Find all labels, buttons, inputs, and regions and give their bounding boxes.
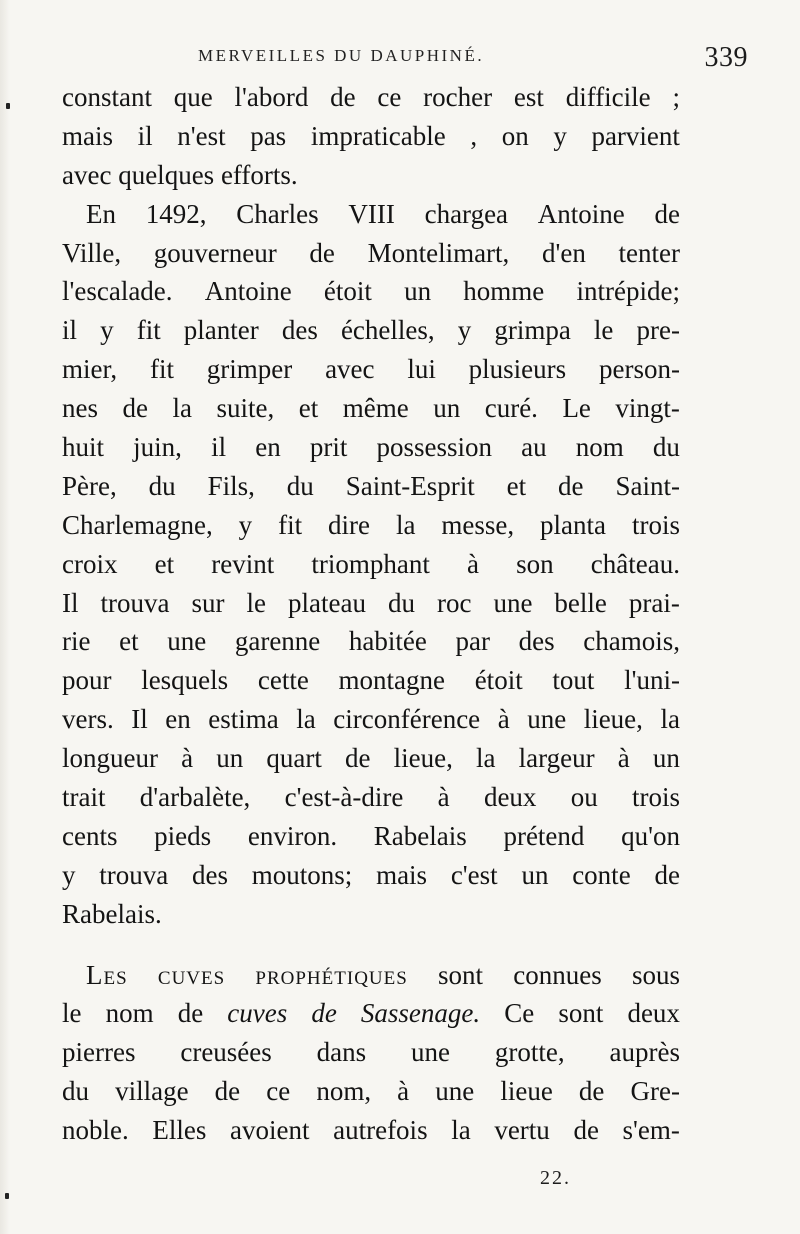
text-line — [62, 622, 680, 661]
word: et — [154, 548, 175, 579]
word: y — [238, 509, 253, 540]
word: la — [296, 704, 316, 735]
word: juin, — [133, 432, 182, 463]
body-text — [62, 78, 680, 1150]
word: dans — [316, 1037, 367, 1068]
word: homme — [463, 276, 545, 307]
word: village — [115, 1076, 189, 1107]
ink-speck — [5, 1193, 9, 1199]
text-line — [62, 1111, 680, 1150]
text-line — [62, 389, 680, 428]
word: et — [298, 393, 319, 424]
word: Gre- — [630, 1076, 680, 1107]
word: chamois, — [583, 626, 680, 657]
word: un — [404, 276, 432, 307]
word: par — [455, 626, 490, 657]
word: planta — [540, 509, 607, 540]
word: connues — [513, 959, 602, 990]
word: d'en — [541, 237, 586, 268]
word: tenter — [618, 237, 680, 268]
word: pieds — [154, 820, 212, 851]
text-line — [62, 156, 680, 195]
word: du — [148, 470, 176, 501]
word: pre- — [636, 315, 680, 346]
word: plusieurs — [468, 354, 567, 385]
word: y — [62, 859, 76, 890]
word: 1492, — [145, 198, 207, 229]
word: de — [311, 998, 337, 1029]
word: trait — [62, 782, 106, 813]
word: nom — [575, 432, 624, 463]
word: curé. — [484, 393, 538, 424]
word: il — [62, 315, 78, 346]
word: le — [62, 998, 82, 1029]
word: quelques — [118, 159, 215, 190]
word: cuves — [227, 998, 288, 1029]
text-line — [62, 545, 680, 584]
word: de — [122, 393, 148, 424]
word: de — [578, 1076, 605, 1107]
word: sur — [191, 587, 225, 618]
word: avec — [325, 354, 375, 385]
word: sous — [631, 959, 680, 990]
word: de — [345, 743, 371, 774]
word: En — [86, 198, 116, 229]
word: grimpa — [494, 315, 571, 346]
text-line — [62, 350, 680, 389]
word: la — [395, 509, 416, 540]
word: au — [521, 432, 547, 463]
word: la — [172, 393, 192, 424]
text-line — [62, 817, 680, 856]
word: messe, — [441, 509, 515, 540]
text-line — [62, 428, 680, 467]
word: Père, — [62, 470, 117, 501]
word: trouva — [100, 587, 170, 618]
word: estima — [208, 704, 279, 735]
word: Fils, — [207, 470, 255, 501]
word: rocher — [423, 82, 493, 112]
word: deux — [483, 782, 537, 813]
word: un — [433, 393, 461, 424]
word: des — [192, 859, 229, 890]
text-line — [62, 195, 680, 234]
text-line — [62, 78, 680, 117]
word: croix — [62, 548, 118, 579]
word: Saint-Esprit — [345, 470, 475, 501]
text-line — [62, 895, 680, 934]
word: cette — [257, 665, 309, 696]
word: nes — [62, 393, 98, 424]
word: une — [411, 1037, 451, 1068]
word: à — [497, 704, 510, 735]
text-line — [62, 1072, 680, 1111]
word: prétend — [503, 820, 585, 851]
word: trouva — [99, 859, 169, 890]
word: échelles, — [340, 315, 435, 346]
word: on — [501, 120, 529, 151]
signature-mark: 22. — [540, 1167, 571, 1189]
word: des — [518, 626, 555, 657]
word: nom, — [316, 1076, 372, 1107]
word: Rabelais — [373, 820, 467, 851]
word: pas — [250, 120, 287, 151]
word: du — [286, 470, 314, 501]
word: étoit — [474, 665, 523, 696]
word: suite, — [216, 393, 275, 424]
word: n'est — [177, 120, 226, 151]
word: le — [246, 587, 266, 618]
word: y — [553, 120, 567, 151]
word: à — [467, 548, 479, 579]
word: planter — [183, 315, 259, 346]
text-line — [62, 739, 680, 778]
text-line — [62, 467, 680, 506]
word: y — [100, 315, 114, 346]
word: Il — [131, 704, 148, 735]
text-line — [62, 994, 680, 1033]
word: cuves — [157, 959, 226, 990]
word: Ville, — [62, 237, 122, 268]
text-line — [62, 778, 680, 817]
word: pour — [62, 665, 112, 696]
word: prit — [309, 432, 348, 463]
word: dire — [328, 509, 370, 540]
word: est — [513, 82, 544, 112]
word: Ce — [504, 998, 535, 1029]
word: lieue, — [583, 704, 643, 735]
word: en — [165, 704, 191, 735]
word: il — [211, 432, 227, 463]
word: de — [330, 82, 356, 112]
word: avec — [62, 159, 112, 190]
word: quart — [266, 743, 322, 774]
word: fit — [136, 315, 161, 346]
word: noble. — [62, 1115, 129, 1146]
word: garenne — [234, 626, 321, 657]
text-line — [62, 584, 680, 623]
word: le — [593, 315, 614, 346]
word: prophétiques — [255, 959, 408, 990]
word: mier, — [62, 354, 118, 385]
word: fit — [149, 354, 174, 385]
word: deux — [627, 998, 680, 1029]
word: à — [437, 782, 450, 813]
word: que — [173, 82, 213, 112]
word: c'est-à-dire — [284, 782, 404, 813]
word: sont — [438, 959, 484, 990]
word: montagne — [338, 665, 446, 696]
word: plateau — [287, 587, 366, 618]
word: à — [617, 743, 630, 774]
word: tout — [552, 665, 595, 696]
word: fit — [278, 509, 303, 540]
text-line — [62, 700, 680, 739]
word: gouverneur — [153, 237, 277, 268]
text-line — [62, 272, 680, 311]
word: ce — [377, 82, 402, 112]
word: vingt- — [615, 393, 680, 424]
text-line — [62, 234, 680, 273]
text-line — [62, 856, 680, 895]
word: Antoine — [537, 198, 625, 229]
text-line — [62, 661, 680, 700]
word: d'arbalète, — [139, 782, 251, 813]
word: une — [493, 587, 533, 618]
ink-speck — [6, 103, 10, 109]
text-line — [62, 117, 680, 156]
word: ou — [570, 782, 598, 813]
word: Saint- — [615, 470, 680, 501]
word: Sassenage. — [360, 998, 481, 1029]
word: triomphant — [311, 548, 430, 579]
word: l'uni- — [624, 665, 680, 696]
word: Montelimart, — [367, 237, 510, 268]
word: vertu — [494, 1115, 550, 1146]
word: la — [451, 1115, 471, 1146]
word: Le — [562, 393, 591, 424]
word: belle — [554, 587, 607, 618]
word: intrépide; — [576, 276, 680, 307]
word: impraticable — [310, 120, 446, 151]
text-line — [62, 956, 680, 995]
word: une — [167, 626, 207, 657]
word: qu'on — [621, 820, 680, 851]
word: moutons; — [251, 859, 353, 890]
word: circonférence — [333, 704, 481, 735]
word: du — [387, 587, 415, 618]
word: même — [342, 393, 409, 424]
word: constant — [62, 82, 152, 112]
word: Charlemagne, — [62, 509, 213, 540]
word: conte — [572, 859, 631, 890]
word: s'em- — [622, 1115, 680, 1146]
word: la — [476, 743, 496, 774]
word: il — [137, 120, 153, 151]
word: vers. — [62, 704, 114, 735]
word: et — [506, 470, 527, 501]
word: de — [558, 470, 584, 501]
word: c'est — [450, 859, 498, 890]
word: grimper — [206, 354, 293, 385]
word: trois — [631, 509, 680, 540]
word: Elles — [152, 1115, 207, 1146]
word: sont — [558, 998, 604, 1029]
word: du — [62, 1076, 89, 1107]
word: Antoine — [204, 276, 292, 307]
word: possession — [376, 432, 492, 463]
word: lieue — [500, 1076, 553, 1107]
word: mais — [376, 859, 428, 890]
word: huit — [62, 432, 105, 463]
word: VIII — [348, 198, 395, 229]
word: de — [573, 1115, 599, 1146]
word: des — [281, 315, 318, 346]
word: auprès — [609, 1037, 680, 1068]
word: un — [652, 743, 680, 774]
word: roc — [436, 587, 472, 618]
word: difficile — [565, 82, 651, 112]
text-line — [62, 311, 680, 350]
page-header — [62, 42, 748, 78]
word: ce — [266, 1076, 291, 1107]
running-head: MERVEILLES DU DAUPHINÉ. — [198, 46, 485, 65]
word: Il — [62, 587, 79, 618]
word: lesquels — [141, 665, 229, 696]
word: son — [516, 548, 554, 579]
text-line — [62, 1033, 680, 1072]
word: cents — [62, 820, 118, 851]
word: du — [652, 432, 680, 463]
word: de — [654, 198, 680, 229]
word: person- — [598, 354, 680, 385]
word: mais — [62, 120, 113, 151]
word: largeur — [518, 743, 595, 774]
word: parvient — [591, 120, 680, 151]
word: trois — [631, 782, 680, 813]
word: environ. — [247, 820, 338, 851]
word: creusées — [180, 1037, 272, 1068]
word: étoit — [323, 276, 372, 307]
word: pierres — [62, 1037, 136, 1068]
word: à — [397, 1076, 410, 1107]
word: prai- — [628, 587, 680, 618]
word: ; — [672, 82, 680, 112]
word: efforts. — [220, 159, 298, 190]
word: Rabelais. — [62, 898, 162, 929]
page-number: 339 — [704, 42, 748, 73]
word: lieue, — [393, 743, 453, 774]
word: à — [181, 743, 194, 774]
word: habitée — [348, 626, 427, 657]
word: chargea — [424, 198, 509, 229]
word: de — [177, 998, 204, 1029]
text-line — [62, 506, 680, 545]
word: l'abord — [234, 82, 309, 112]
word: de — [654, 859, 680, 890]
word: Charles — [236, 198, 319, 229]
word: y — [457, 315, 472, 346]
word: en — [255, 432, 281, 463]
word: la — [660, 704, 680, 735]
word: l'escalade. — [62, 276, 173, 307]
word: autrefois — [333, 1115, 428, 1146]
word: un — [521, 859, 549, 890]
word: Les — [86, 959, 128, 990]
word: longueur — [62, 743, 158, 774]
word: un — [216, 743, 244, 774]
word: et — [119, 626, 139, 657]
word: de — [309, 237, 335, 268]
word: , — [470, 120, 478, 151]
word: revint — [211, 548, 275, 579]
word: avoient — [230, 1115, 310, 1146]
word: une — [527, 704, 567, 735]
word: une — [435, 1076, 475, 1107]
word: nom — [105, 998, 154, 1029]
word: grotte, — [494, 1037, 565, 1068]
word: château. — [590, 548, 680, 579]
word: lui — [407, 354, 436, 385]
word: de — [214, 1076, 241, 1107]
word: rie — [62, 626, 91, 657]
